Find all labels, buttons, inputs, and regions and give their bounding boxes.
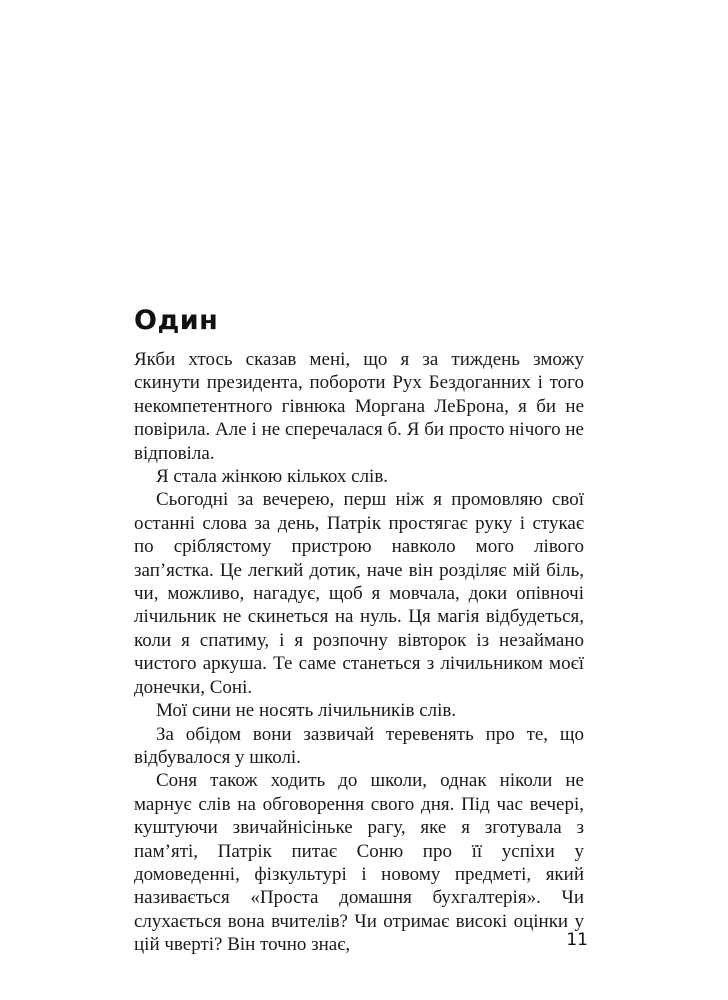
paragraph: Сьогодні за вечерею, перш ніж я промовляю свої останні слова за день, Патрік простягає руку і стукає по сріблястому пристрою навколо мого лівого зап’ястка. Це легкий дотик, наче він розділяє мій біль, чи, можливо, нагадує, щоб я мовчала, доки опівночі лічильник не скинеться на нуль. Ця магія відбудеться, коли я спатиму, і я розпочну вівторок із незаймано чистого аркуша. Те саме станеться з лічильником моєї донечки, Соні. xyxy=(134,489,584,698)
page-number: 11 xyxy=(566,930,588,950)
paragraph: Соня також ходить до школи, однак ніколи не марнує слів на обговорення свого дня. Під час вечері, куштуючи звичайнісіньке рагу, яке я зготувала з пам’яті, Патрік питає Соню про її успіхи у домоведенні, фізкультурі і новому предметі, який називається «Проста домашня бухгалтерія». Чи слухається вона вчителів? Чи отримає високі оцінки у цій чверті? Він точно знає, xyxy=(134,770,584,956)
chapter-title: Один xyxy=(134,305,219,336)
paragraph: За обідом вони зазвичай теревенять про те, що відбувалося у школі. xyxy=(134,723,584,768)
paragraph: Якби хтось сказав мені, що я за тиждень зможу скинути президента, побороти Рух Бездоганних і того некомпетентного гівнюка Моргана ЛеБрона, я би не повірила. Але і не сперечалася б. Я би просто нічого не відповіла. xyxy=(134,349,584,464)
paragraph: Я стала жінкою кількох слів. xyxy=(156,466,389,488)
paragraph: Мої сини не носять лічильників слів. xyxy=(156,700,457,722)
chapter-body xyxy=(134,348,584,957)
